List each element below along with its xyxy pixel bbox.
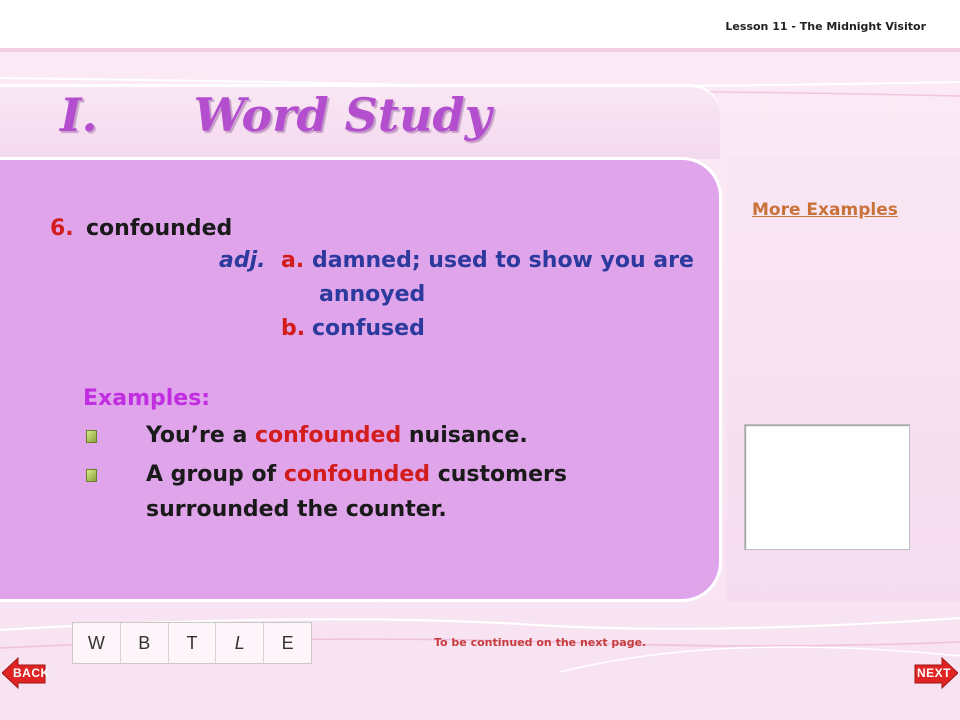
sense-b-label: b. (281, 316, 306, 341)
example-1-keyword: confounded (254, 423, 402, 448)
nav-t[interactable]: T (169, 623, 217, 663)
example-1 (146, 423, 528, 448)
slide-title: I. Word Study (60, 88, 492, 142)
entry-word: confounded (86, 216, 233, 241)
example-1-text-end: nuisance. (401, 423, 528, 448)
media-placeholder (744, 424, 910, 550)
back-button[interactable] (2, 656, 50, 690)
sense-a-label: a. (281, 248, 305, 273)
bullet-icon (86, 469, 97, 482)
example-2-keyword: confounded (283, 462, 431, 487)
example-1-text: You’re a (146, 423, 255, 448)
more-examples-link[interactable]: More Examples (752, 200, 898, 220)
example-2 (146, 462, 567, 487)
nav-l[interactable]: L (216, 623, 264, 663)
example-2-text-end: customers (430, 462, 567, 487)
entry-number: 6. (50, 216, 74, 241)
example-2-text: A group of (146, 462, 284, 487)
nav-b[interactable]: B (121, 623, 169, 663)
sense-a-continued: annoyed (319, 282, 426, 307)
nav-w[interactable]: W (73, 623, 121, 663)
back-label: BACK (13, 666, 50, 680)
sense-b-text: confused (312, 316, 425, 341)
example-2-line-2: surrounded the counter. (146, 497, 447, 522)
lesson-title: Lesson 11 - The Midnight Visitor (725, 20, 926, 33)
part-of-speech: adj. (219, 248, 266, 273)
sense-a-text: damned; used to show you are (312, 248, 694, 273)
next-label: NEXT (917, 666, 952, 680)
next-button[interactable] (914, 656, 952, 690)
examples-heading: Examples: (83, 386, 211, 411)
continued-note: To be continued on the next page. (434, 636, 647, 649)
nav-bar (72, 622, 312, 664)
bullet-icon (86, 430, 97, 443)
nav-e[interactable]: E (281, 632, 294, 653)
